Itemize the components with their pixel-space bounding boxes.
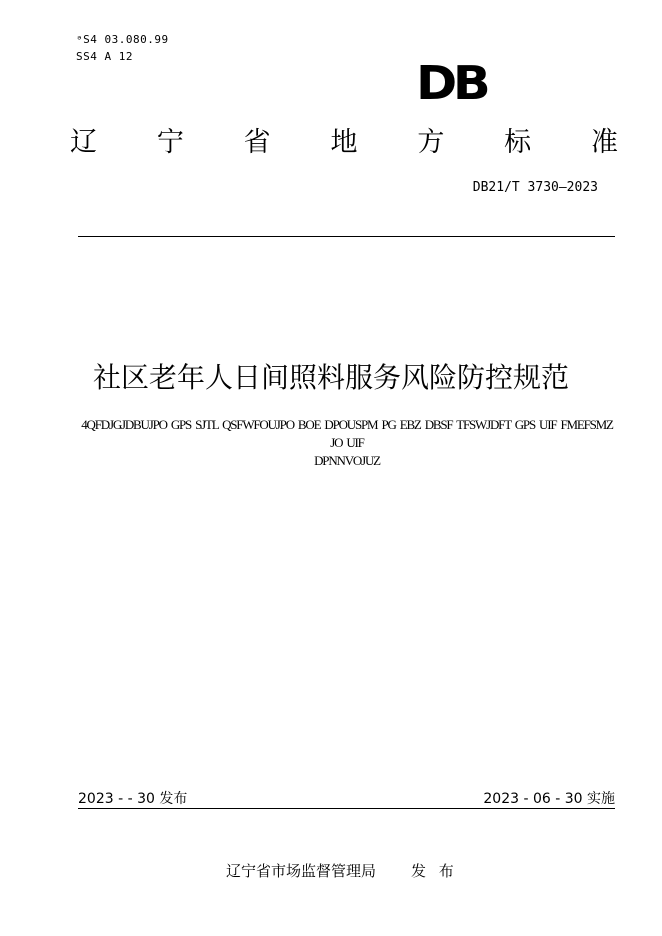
title-char: 准: [590, 127, 618, 158]
title-char: 地: [330, 127, 358, 158]
issuing-authority: 辽宁省市场监督管理局: [226, 862, 377, 880]
ccs-code: SS4 A 12: [76, 50, 133, 63]
title-char: 标: [504, 127, 532, 158]
top-divider: [78, 236, 615, 237]
title-char: 省: [243, 127, 271, 158]
implementation-date: 2023 - 06 - 30 实施: [483, 791, 615, 807]
db-logo: DB: [416, 56, 487, 110]
issue-label: 发 布: [411, 862, 458, 880]
standard-category-title: [70, 126, 618, 160]
english-title-line-1: 4QFDJGJDBUJPO GPS SJTL QSFWFOUJPO BOE DPOUSPM PG EBZ DBSF TFSWJDFT GPS UIF FMEFSMZ JO UIF: [81, 417, 613, 450]
standard-number: DB21/T 3730—2023: [472, 180, 598, 195]
document-title: 社区老年人日间照料服务风险防控规范: [92, 361, 569, 394]
ics-code: ᵊS4 03.080.99: [76, 33, 169, 46]
title-char: 宁: [156, 127, 184, 158]
english-title: [76, 416, 618, 470]
bottom-divider: [78, 808, 615, 809]
title-char: 辽: [70, 127, 97, 158]
title-char: 方: [417, 127, 445, 158]
english-title-line-2: DPNNVOJUZ: [314, 453, 380, 468]
issue-date: 2023 - - 30 发布: [78, 791, 188, 807]
